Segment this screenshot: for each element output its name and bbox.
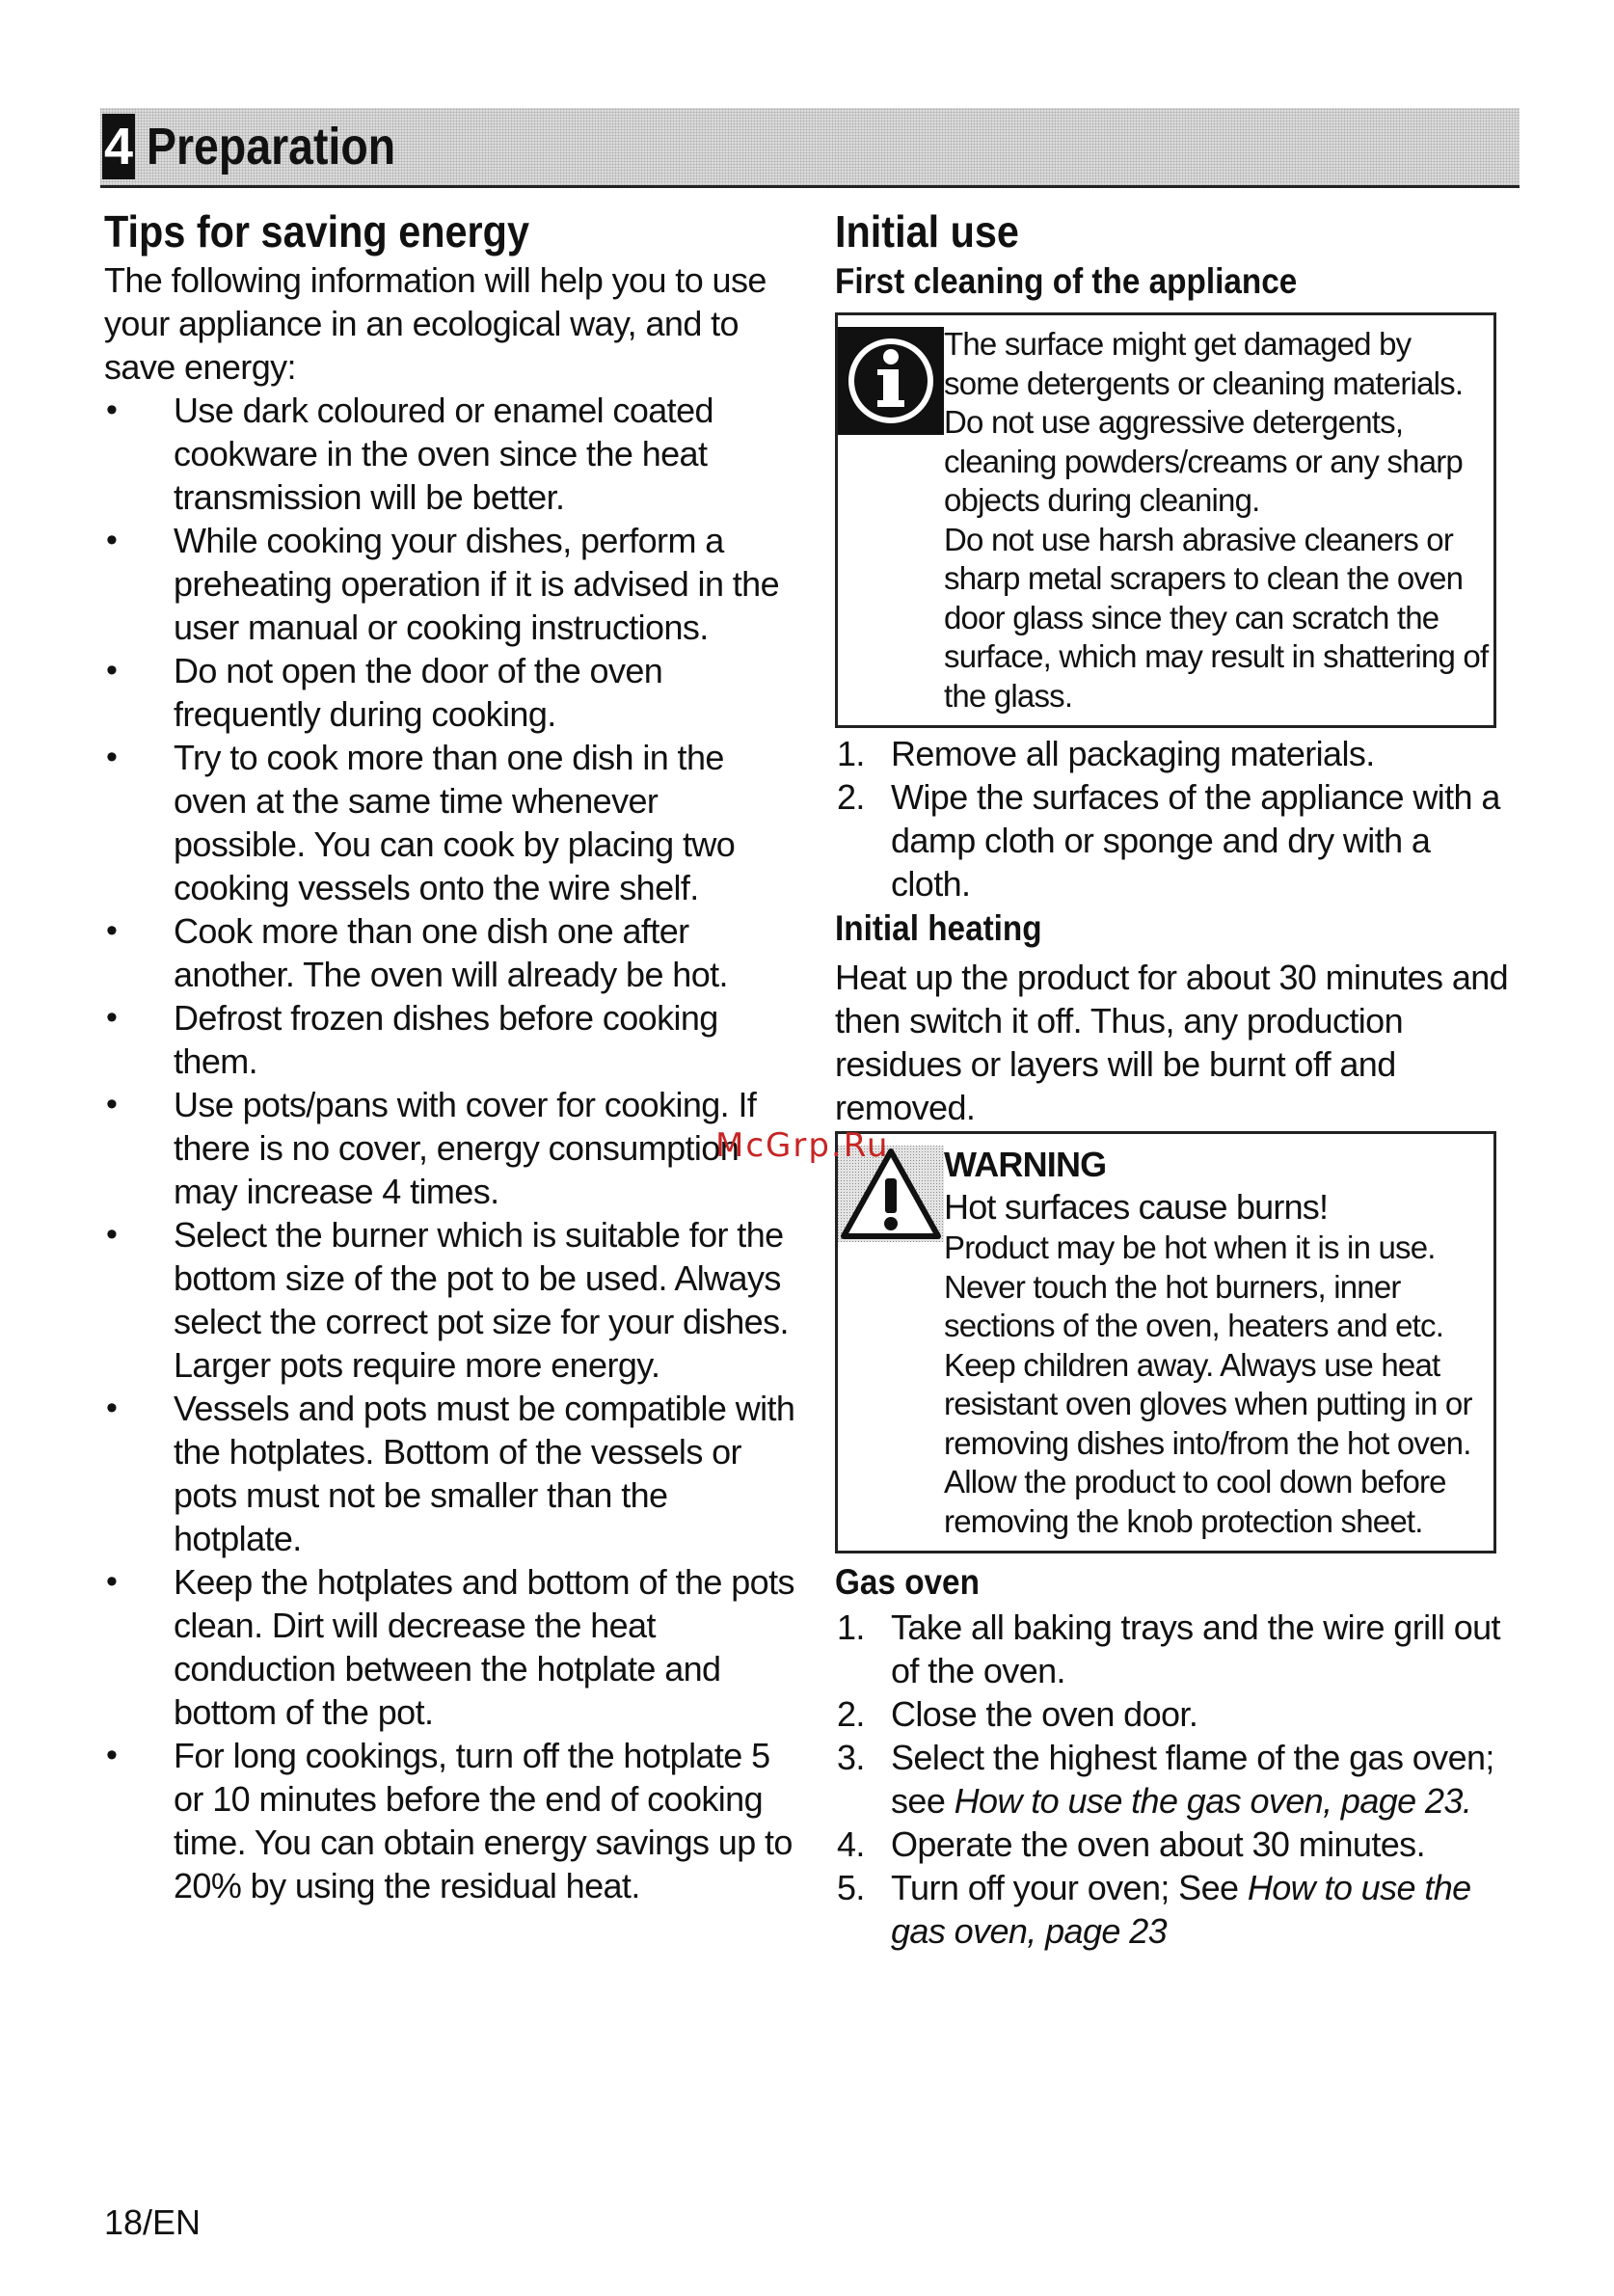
info-icon bbox=[838, 327, 944, 435]
step-text: Select the highest flame of the gas oven; see bbox=[891, 1738, 1494, 1821]
first-cleaning-steps bbox=[835, 732, 1510, 905]
list-item bbox=[835, 775, 1510, 905]
initial-heating-text: Heat up the product for about 30 minutes and then switch it off. Thus, any production residues or layers will be burnt off and removed. bbox=[835, 958, 1509, 1127]
list-item: • For long cookings, turn off the hotplate 5 or 10 minutes before the end of cooking time. You can obtain energy savings up to 20% by using the residual heat. bbox=[104, 1734, 798, 1907]
list-item bbox=[835, 732, 1510, 775]
info-notice-box bbox=[835, 312, 1496, 728]
warning-subtitle: Hot surfaces cause burns! bbox=[944, 1187, 1329, 1227]
step-number: 3. bbox=[837, 1738, 865, 1777]
info-line: Do not use harsh abrasive cleaners or sharp metal scrapers to clean the oven door glass since they can scratch the surface, which may result in shattering of the glass. bbox=[944, 521, 1489, 714]
first-cleaning-heading: First cleaning of the appliance bbox=[835, 261, 1298, 301]
list-item: • Use dark coloured or enamel coated cookware in the oven since the heat transmission will be better. bbox=[104, 389, 798, 519]
list-item: • While cooking your dishes, perform a preheating operation if it is advised in the user manual or cooking instructions. bbox=[104, 519, 798, 649]
right-column bbox=[835, 204, 1510, 1953]
warning-title: WARNING bbox=[944, 1145, 1107, 1184]
step-number: 2. bbox=[837, 1694, 865, 1734]
list-item: • Select the burner which is suitable for the bottom size of the pot to be used. Always select the correct pot size for your dishes. Larger pots require more energy. bbox=[104, 1213, 798, 1387]
list-item: • Try to cook more than one dish in the oven at the same time whenever possible. You can cook by placing two cooking vessels onto the wire shelf. bbox=[104, 736, 798, 909]
list-item: • Cook more than one dish one after another. The oven will already be hot. bbox=[104, 909, 798, 996]
step-text: Remove all packaging materials. bbox=[891, 734, 1375, 773]
tips-intro: The following information will help you to use your appliance in an ecological way, and to save energy: bbox=[104, 260, 767, 387]
step-text: Operate the oven about 30 minutes. bbox=[891, 1824, 1425, 1864]
list-item: • Keep the hotplates and bottom of the pots clean. Dirt will decrease the heat conduction between the hotplate and bottom of the pot. bbox=[104, 1560, 798, 1734]
step-number: 1. bbox=[837, 734, 865, 773]
list-item: • Do not open the door of the oven frequently during cooking. bbox=[104, 649, 798, 736]
list-item bbox=[835, 1823, 1510, 1866]
step-number: 5. bbox=[837, 1868, 865, 1907]
section-title: Preparation bbox=[147, 118, 396, 176]
step-number: 4. bbox=[837, 1824, 865, 1864]
page-reference: How to use the gas oven, page 23 bbox=[891, 1868, 1471, 1951]
step-text: Close the oven door. bbox=[891, 1694, 1198, 1734]
watermark: McGrp.Ru bbox=[715, 1126, 890, 1165]
left-column bbox=[104, 204, 798, 1907]
warning-notice-box bbox=[835, 1131, 1496, 1553]
gas-oven-heading: Gas oven bbox=[835, 1562, 980, 1602]
warning-line: Product may be hot when it is in use. Never touch the hot burners, inner sections of the oven, heaters and etc. Keep children away. Always use heat resistant oven gloves when putting in or removing dishes into/from the hot oven. bbox=[944, 1229, 1472, 1461]
list-item bbox=[835, 1866, 1510, 1953]
info-line: The surface might get damaged by some detergents or cleaning materials. bbox=[944, 326, 1464, 401]
list-item bbox=[835, 1692, 1510, 1736]
list-item: • Vessels and pots must be compatible with the hotplates. Bottom of the vessels or pots must not be smaller than the hotplate. bbox=[104, 1387, 798, 1560]
gas-oven-steps bbox=[835, 1606, 1510, 1953]
info-line: Do not use aggressive detergents, cleaning powders/creams or any sharp objects during cleaning. bbox=[944, 404, 1463, 518]
page-reference: How to use the gas oven, page 23 bbox=[954, 1781, 1463, 1821]
step-number: 1. bbox=[837, 1607, 865, 1647]
list-item bbox=[835, 1736, 1510, 1823]
step-number: 2. bbox=[837, 777, 865, 817]
step-text: Turn off your oven; See bbox=[891, 1868, 1248, 1907]
section-number-badge: 4 bbox=[102, 114, 135, 179]
list-item: • Defrost frozen dishes before cooking them. bbox=[104, 996, 798, 1083]
list-item: • Use pots/pans with cover for cooking. If there is no cover, energy consumption may increase 4 times. bbox=[104, 1083, 798, 1213]
step-text: Wipe the surfaces of the appliance with a damp cloth or sponge and dry with a cloth. bbox=[891, 777, 1500, 904]
warning-line: Allow the product to cool down before removing the knob protection sheet. bbox=[944, 1464, 1446, 1539]
page-number: 18/EN bbox=[104, 2202, 202, 2242]
initial-heating-heading: Initial heating bbox=[835, 908, 1042, 948]
tips-list bbox=[104, 389, 798, 1907]
list-item bbox=[835, 1606, 1510, 1692]
step-end: . bbox=[1462, 1781, 1472, 1821]
tips-heading: Tips for saving energy bbox=[104, 206, 529, 257]
step-text: Take all baking trays and the wire grill out of the oven. bbox=[891, 1607, 1500, 1690]
initial-use-heading: Initial use bbox=[835, 206, 1019, 257]
